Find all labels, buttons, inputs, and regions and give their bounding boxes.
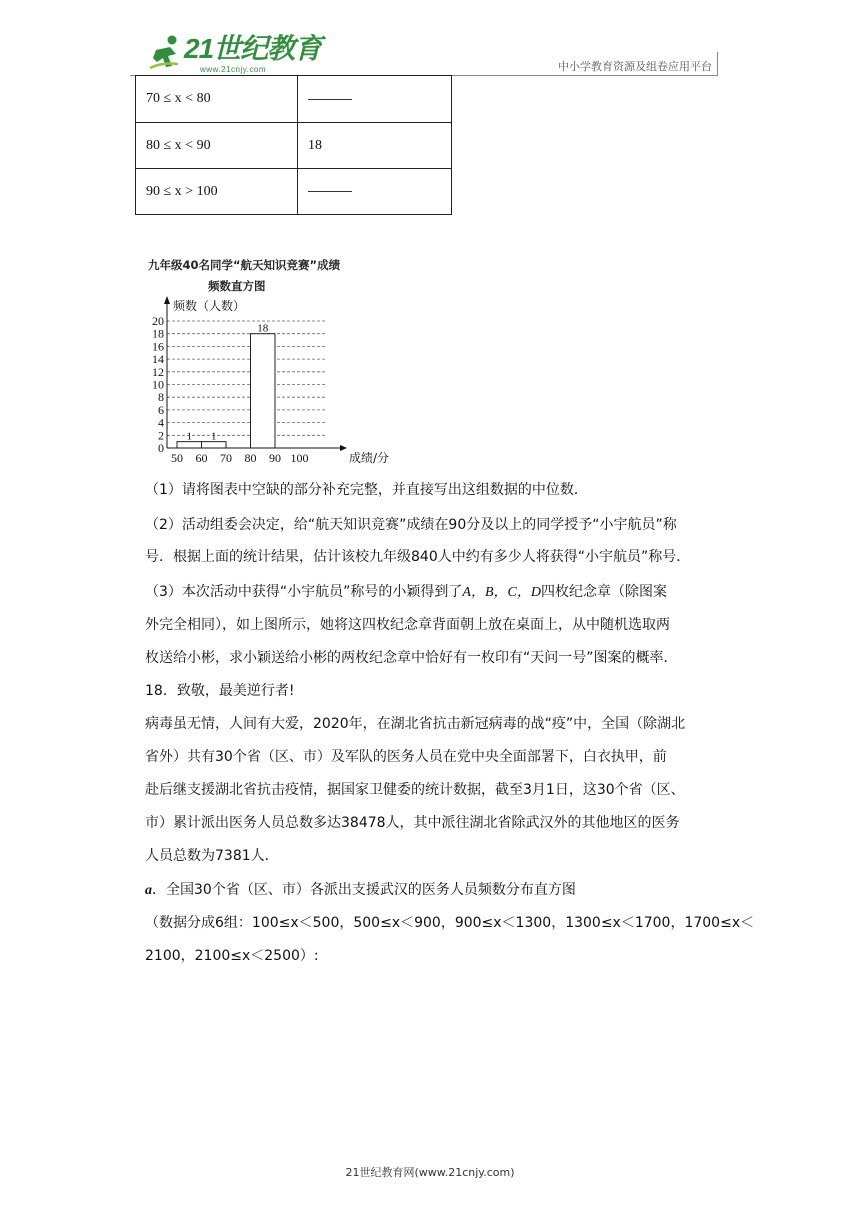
question-3-line3: 枚送给小彬，求小颖送给小彬的两枚纪念章中恰好有一枚印有“天问一号”图案的概率． (145, 650, 678, 666)
problem-18-heading: 18．致敬，最美逆行者! (145, 683, 295, 699)
question-3-line2: 外完全相同），如上图所示，她将这四枚纪念章背面朝上放在桌面上，从中随机选取两 (145, 617, 670, 633)
frequency-table (135, 75, 452, 215)
y-tick-label: 4 (158, 415, 164, 430)
bar-data-label: 1 (211, 430, 217, 443)
problem-18-para-line2: 省外）共有30个省（区、市）及军队的医务人员在党中央全面部署下，白衣执甲，前 (145, 749, 667, 765)
y-tick-label: 12 (152, 364, 164, 379)
x-tick-label: 90 (269, 451, 281, 465)
x-tick-label: 50 (171, 451, 183, 465)
x-tick-label: 80 (244, 451, 257, 465)
y-axis-label: 频数（人数） (173, 299, 246, 313)
problem-18-part-a (145, 882, 715, 899)
answer-blank (308, 98, 352, 100)
table-cell-range: 80 ≤ x < 90 (136, 123, 298, 169)
y-tick-label: 2 (158, 428, 164, 443)
header-divider-tick (717, 52, 718, 76)
x-tick-label: 60 (195, 451, 208, 465)
y-tick-label: 20 (152, 314, 164, 328)
answer-blank (308, 190, 352, 192)
question-3-variables: A，B，C，D (462, 585, 541, 600)
table-cell-count (298, 169, 452, 215)
page-header (130, 32, 718, 76)
problem-18-para-line5: 人员总数为7381人． (145, 848, 279, 864)
y-axis-arrow-icon (164, 296, 170, 304)
problem-18-para-line1: 病毒虽无情，人间有大爱，2020年，在湖北省抗击新冠病毒的战“疫”中，全国（除湖北 (145, 716, 686, 732)
problem-18-groups-line1: （数据分成6组：100≤x＜500，500≤x＜900，900≤x＜1300，1300≤x＜1700，1700≤x＜ (145, 915, 755, 931)
y-tick-label: 16 (152, 339, 164, 354)
table-row (136, 169, 452, 215)
question-3-text-b: 四枚纪念章（除图案 (540, 584, 667, 600)
x-tick-label: 100 (290, 451, 309, 465)
y-tick-label: 6 (158, 402, 164, 417)
logo-title: 21世纪教育 (184, 33, 322, 64)
site-logo (148, 34, 328, 74)
problem-18-groups-line2: 2100，2100≤x＜2500）: (145, 948, 319, 964)
x-axis-label: 成绩/分 (349, 451, 390, 465)
question-2-line2: 号．根据上面的统计结果，估计该校九年级840人中约有多少人将获得“小宇航员”称号． (145, 549, 691, 565)
problem-18-para-line4: 市）累计派出医务人员总数多达38478人，其中派往湖北省除武汉外的其他地区的医务 (145, 815, 680, 831)
question-1: （1）请将图表中空缺的部分补充完整，并直接写出这组数据的中位数． (145, 482, 588, 498)
table-cell-range: 70 ≤ x < 80 (136, 76, 298, 123)
bar-data-label: 18 (257, 322, 269, 335)
chart-title-line2: 频数直方图 (208, 279, 266, 293)
table-row (136, 123, 452, 169)
logo-url: www.21cnjy.com (200, 65, 266, 74)
y-tick-label: 0 (158, 441, 164, 455)
x-axis-arrow-icon (340, 445, 347, 451)
question-3-text-a: （3）本次活动中获得“小宇航员”称号的小颖得到了 (145, 584, 463, 600)
y-tick-label: 18 (152, 326, 164, 341)
problem-18-para-line3: 赴后继支援湖北省抗击疫情，据国家卫健委的统计数据，截至3月1日，这30个省（区、 (145, 782, 685, 798)
histogram-bar (251, 334, 276, 448)
table-cell-range: 90 ≤ x > 100 (136, 169, 298, 215)
platform-name: 中小学教育资源及组卷应用平台 (558, 60, 712, 73)
page-footer: 21世纪教育网(www.21cnjy.com) (345, 1166, 515, 1179)
chart-title-line1: 九年级40名同学“航天知识竞赛”成绩 (148, 258, 341, 272)
x-tick-label: 70 (220, 451, 232, 465)
part-a-text: ．全国30个省（区、市）各派出支援武汉的医务人员频数分布直方图 (152, 882, 576, 898)
runner-logo-icon (148, 34, 184, 74)
frequency-histogram (135, 290, 395, 470)
bar-data-label: 1 (186, 430, 192, 443)
table-row (136, 76, 452, 123)
table-cell-count (298, 76, 452, 123)
question-2-line1: （2）活动组委会决定，给“航天知识竞赛”成绩在90分及以上的同学授予“小宇航员”称 (145, 517, 677, 533)
y-tick-label: 10 (152, 377, 164, 392)
question-3-line1 (145, 584, 715, 601)
y-tick-label: 8 (158, 390, 164, 405)
y-tick-label: 14 (152, 352, 164, 367)
part-a-label: a (145, 883, 152, 898)
table-cell-count: 18 (298, 123, 452, 169)
